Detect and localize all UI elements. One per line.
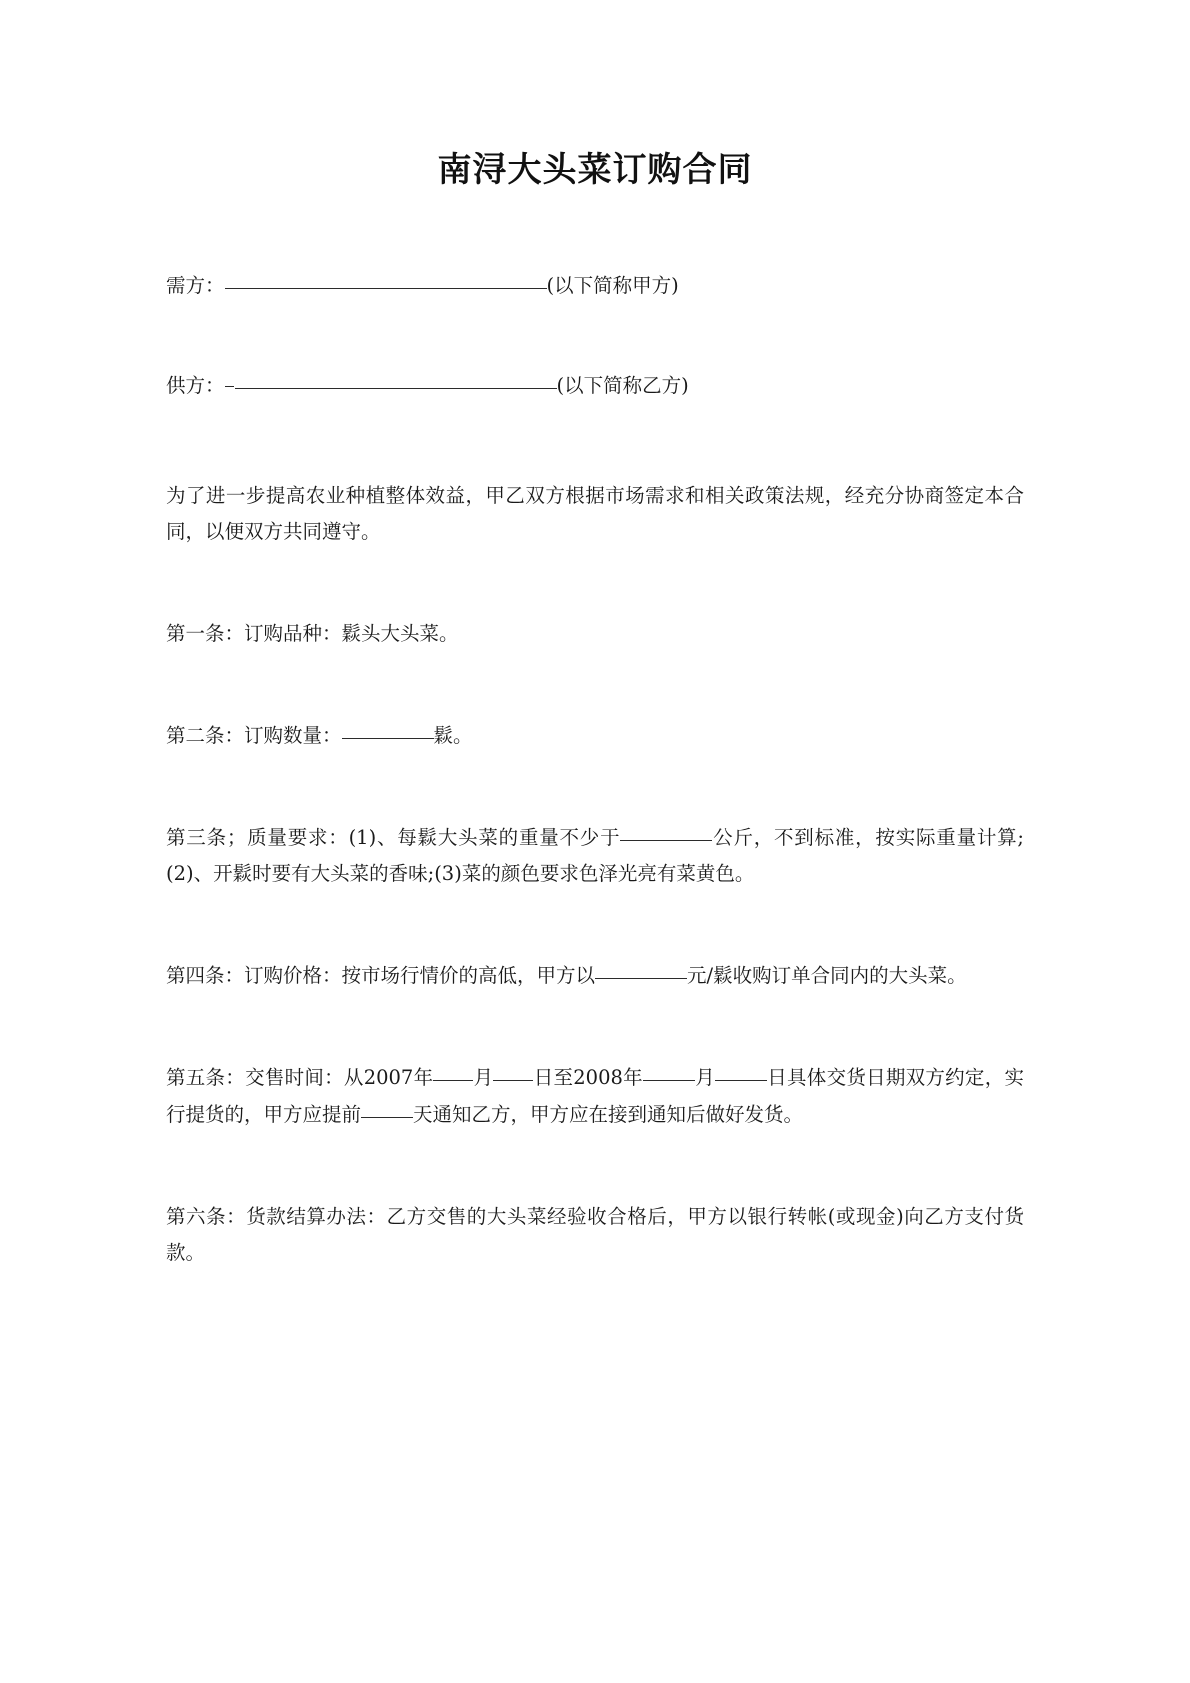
spacer: [166, 994, 1024, 1060]
clause-1: [166, 616, 1024, 652]
document-content: [166, 0, 1024, 1271]
spacer: [166, 194, 1024, 268]
clause-5-heading: 第五条：交售时间：: [166, 1066, 344, 1090]
clause-4-body-after: 元/鬏收购订单合同内的大头菜。: [687, 964, 967, 988]
clause-3-part2: (2)、开鬏时要有大头菜的香味;: [166, 862, 435, 886]
clause-5-end-day-blank[interactable]: [715, 1080, 767, 1081]
clause-5-notice-unit: 天通知乙方，甲方应在接到通知后做好发货。: [413, 1102, 804, 1126]
clause-4-price-blank[interactable]: [595, 978, 687, 979]
clause-5-text-tail: 具体交货日期双方约定，实行提货的，甲方应提前: [166, 1066, 1024, 1126]
clause-5-start-year-unit: 年: [413, 1066, 434, 1090]
spacer: [166, 754, 1024, 820]
clause-5-start-date: [364, 1066, 554, 1089]
spacer: [166, 550, 1024, 616]
supply-party-label: 供方：: [166, 373, 225, 397]
clause-2: [166, 718, 1024, 754]
preamble-paragraph: 为了进一步提高农业种植整体效益，甲乙双方根据市场需求和相关政策法规，经充分协商签定本合同，以便双方共同遵守。: [166, 484, 1024, 544]
clause-5-notice-days-blank[interactable]: [361, 1117, 413, 1118]
clause-5-start-day-unit: 日: [533, 1066, 554, 1090]
spacer: [166, 1133, 1024, 1199]
clause-5-text-to: 至: [553, 1066, 574, 1090]
clause-1-heading: 第一条：订购品种：: [166, 622, 342, 646]
clause-3: [166, 820, 1024, 892]
clause-2-heading: 第二条：订购数量：: [166, 724, 342, 748]
clause-6-body: 乙方交售的大头菜经验收合格后，甲方以银行转帐(或现金)向乙方支付货款。: [166, 1204, 1024, 1264]
clause-5-end-day-unit: 日: [766, 1066, 788, 1090]
clause-3-heading: 第三条；质量要求：: [166, 826, 349, 850]
clause-5-text-from: 从: [343, 1066, 364, 1090]
spacer: [166, 892, 1024, 958]
supply-party-blank[interactable]: [235, 388, 557, 389]
demand-party-blank[interactable]: [225, 288, 547, 289]
clause-1-body: 鬏头大头菜。: [341, 622, 459, 646]
page-title: 南浔大头菜订购合同: [437, 150, 753, 190]
clause-6: [166, 1199, 1024, 1271]
demand-party-suffix: (以下简称甲方): [546, 273, 679, 297]
clause-3-part1-after: 公斤，不到标准，按实际重量计算;: [712, 826, 1024, 850]
demand-party-label: 需方：: [166, 273, 225, 297]
clause-3-part1-before: (1)、每鬏大头菜的重量不少于: [348, 826, 621, 850]
clause-5-end-date: [573, 1066, 787, 1089]
spacer: [166, 304, 1024, 368]
clause-5-end-month-blank[interactable]: [643, 1080, 695, 1081]
supply-party-suffix: (以下简称乙方): [556, 373, 689, 397]
supply-party-line: [166, 368, 1024, 404]
clause-5-end-year: 2008: [573, 1066, 623, 1090]
clause-5-start-month-unit: 月: [473, 1066, 494, 1090]
clause-5: [166, 1060, 1024, 1132]
clause-3-weight-blank[interactable]: [620, 840, 712, 841]
supply-party-dash-icon: [225, 386, 234, 387]
clause-5-start-day-blank[interactable]: [493, 1080, 533, 1081]
spacer: [166, 404, 1024, 478]
clause-2-body: 鬏。: [433, 724, 473, 748]
clause-5-start-year: 2007: [363, 1066, 414, 1090]
demand-party-line: [166, 268, 1024, 304]
clause-4-body-before: 按市场行情价的高低，甲方以: [341, 964, 596, 988]
clause-5-start-month-blank[interactable]: [433, 1080, 473, 1081]
clause-3-part3: (3)菜的颜色要求色泽光亮有菜黄色。: [434, 862, 755, 886]
spacer: [166, 652, 1024, 718]
clause-4: [166, 958, 1024, 994]
clause-2-quantity-blank[interactable]: [342, 738, 434, 739]
clause-4-heading: 第四条：订购价格：: [166, 964, 342, 988]
clause-6-heading: 第六条：货款结算办法：: [166, 1204, 387, 1228]
clause-5-end-year-unit: 年: [622, 1066, 643, 1090]
clause-5-end-month-unit: 月: [694, 1066, 715, 1090]
